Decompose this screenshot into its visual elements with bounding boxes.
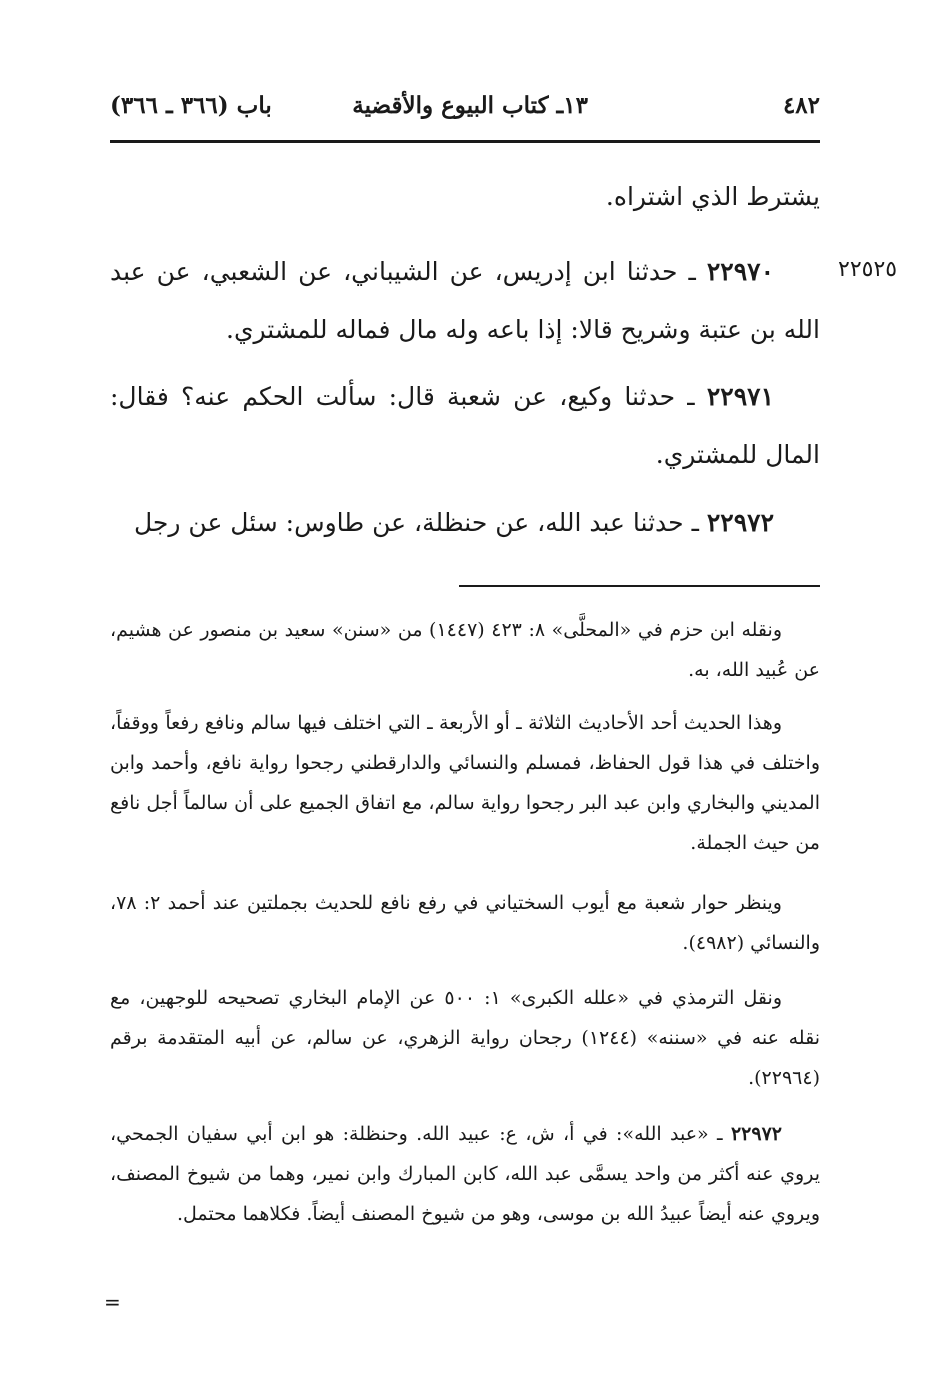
hadith-text: ـ حدثنا عبد الله، عن حنظلة، عن طاوس: سئل عن رجل xyxy=(134,508,699,537)
section-range: باب (٣٦٦ ـ ٣٦٦) xyxy=(110,92,272,119)
footnote-text: ونقله ابن حزم في «المحلَّى» ٨: ٤٢٣ (١٤٤٧) من «سنن» سعيد بن منصور عن هشيم، عن عُبيد الله، به. xyxy=(110,619,820,681)
page-number: ٤٨٢ xyxy=(782,92,820,119)
hadith-text: ـ حدثنا وكيع، عن شعبة قال: سألت الحكم عنه؟ فقال: المال للمشتري. xyxy=(110,382,820,469)
footnote-2 xyxy=(110,703,820,863)
footnote-5 xyxy=(110,1114,820,1234)
footnote-text: ـ «عبد الله»: في أ، ش، ع: عبيد الله. وحنظلة: هو ابن أبي سفيان الجمحي، يروي عنه أكثر من واحد يسمَّى عبد الله، كابن المبارك وابن نمير، وهما من شيوخ المصنف، ويروي عنه أيضاً عبيدُ الله بن موسى، وهو من شيوخ المصنف أيضاً. فكلاهما محتمل. xyxy=(110,1123,820,1225)
footnote-1 xyxy=(110,610,820,690)
chapter-title: ١٣ـ كتاب البيوع والأقضية xyxy=(352,92,588,119)
running-header xyxy=(110,92,820,128)
margin-number: ٢٢٥٢٥ xyxy=(838,257,898,282)
hadith-number: ٢٢٩٧٠ xyxy=(706,257,774,286)
footnote-separator xyxy=(459,585,820,587)
footnote-text: وهذا الحديث أحد الأحاديث الثلاثة ـ أو الأربعة ـ التي اختلف فيها سالم ونافع رفعاً ووقفاً، واختلف في هذا قول الحفاظ، فمسلم والنسائي والدارقطني رجحوا رواية نافع، وأحمد وابن المديني والبخاري وابن عبد البر رجحوا رواية سالم، مع اتفاق الجميع على أن سالماً أجل نافع من حيث الجملة. xyxy=(110,712,820,854)
footnote-text: ونقل الترمذي في «علله الكبرى» ١: ٥٠٠ عن الإمام البخاري تصحيحه للوجهين، مع نقله عنه في «سننه» (١٢٤٤) رجحان رواية الزهري، عن سالم، عن أبيه المتقدمة برقم (٢٢٩٦٤). xyxy=(110,987,820,1089)
hadith-22971 xyxy=(110,368,820,484)
continuation-mark: = xyxy=(104,1290,121,1314)
hadith-number: ٢٢٩٧٢ xyxy=(706,508,774,537)
footnote-text: وينظر حوار شعبة مع أيوب السختياني في رفع نافع للحديث بجملتين عند أحمد ٢: ٧٨، والنسائي (٤٩٨٢). xyxy=(110,892,820,954)
hadith-22970 xyxy=(110,243,820,359)
hadith-text: ـ حدثنا ابن إدريس، عن الشيباني، عن الشعبي، عن عبد الله بن عتبة وشريح قالا: إذا باعه وله مال فماله للمشتري. xyxy=(110,257,820,344)
header-rule xyxy=(110,140,820,143)
continuation-text: يشترط الذي اشتراه. xyxy=(605,182,820,211)
footnote-lead-number: ٢٢٩٧٢ xyxy=(730,1123,782,1145)
hadith-22972 xyxy=(110,494,820,552)
footnote-4 xyxy=(110,978,820,1098)
hadith-number: ٢٢٩٧١ xyxy=(706,382,774,411)
footnote-3 xyxy=(110,883,820,963)
